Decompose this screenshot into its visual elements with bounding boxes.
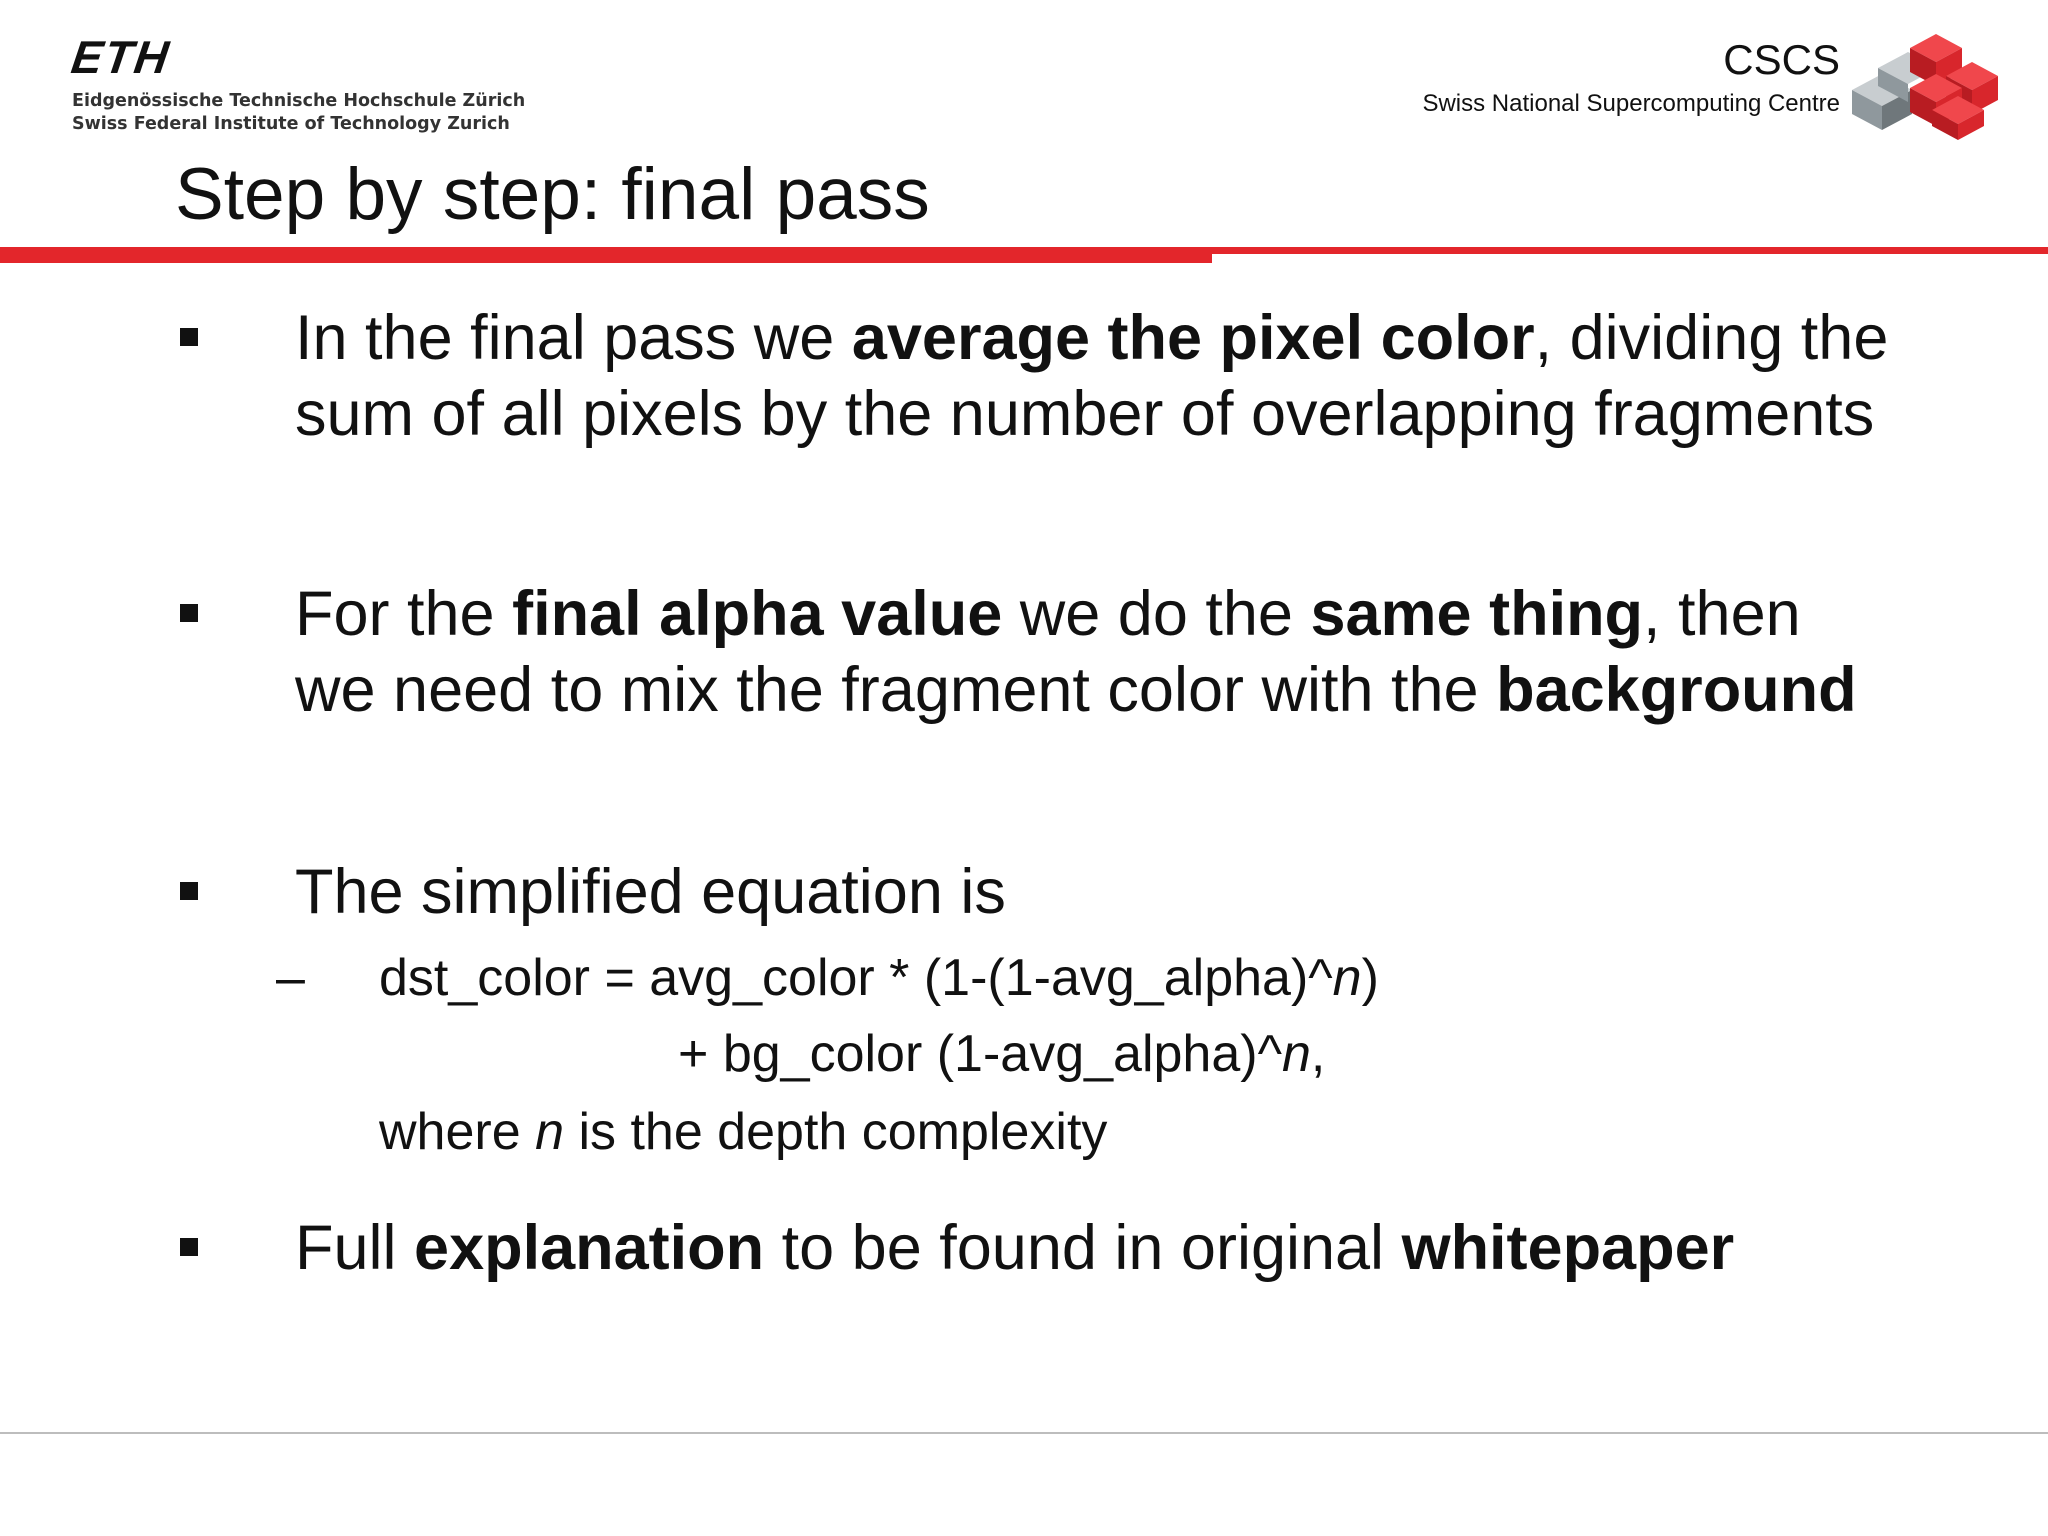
cscs-cubes-icon [1848, 30, 2004, 142]
equation-text: where [379, 1103, 536, 1161]
bullet-4-text: to be found in original [764, 1213, 1402, 1283]
bullet-marker [180, 604, 198, 622]
equation-text: is the depth complexity [564, 1103, 1108, 1161]
bullet-2-bold: same thing [1310, 579, 1644, 649]
bullet-4-bold: explanation [414, 1213, 765, 1283]
cscs-logo-text [1422, 36, 1840, 120]
equation-line-2 [678, 1016, 1325, 1092]
bullet-marker [180, 328, 198, 346]
bullet-4-text: Full [295, 1213, 415, 1283]
equation-variable: n [1332, 949, 1362, 1007]
equation-line-3 [379, 1094, 1107, 1170]
bullet-1-text: In the final pass we [295, 303, 852, 373]
title-rule-thick [0, 247, 1212, 263]
footer-divider [0, 1432, 2048, 1434]
eth-name-english: Swiss Federal Institute of Technology Zurich [72, 114, 510, 134]
equation-text: dst_color = avg_color * (1-(1-avg_alpha)^ [379, 949, 1333, 1007]
equation-text: , [1310, 1025, 1326, 1083]
bullet-marker [180, 882, 198, 900]
bullet-2 [295, 576, 1895, 728]
title-rule-thin [1212, 247, 2048, 254]
sub-bullet-dash: – [276, 949, 305, 1007]
equation-text: ) [1361, 949, 1379, 1007]
bullet-2-bold: final alpha value [512, 579, 1003, 649]
equation-variable: n [1282, 1025, 1311, 1083]
equation-text: + bg_color (1-avg_alpha)^ [678, 1025, 1282, 1083]
eth-logo-wordmark: ETH [68, 31, 174, 83]
bullet-2-bold: background [1496, 655, 1857, 725]
bullet-1-bold: average the pixel color [851, 303, 1535, 373]
bullet-2-text: , then we need to mix the fragment color with the [295, 579, 1801, 725]
bullet-1 [295, 300, 1895, 452]
bullet-4-bold: whitepaper [1401, 1213, 1735, 1283]
eth-name-german: Eidgenössische Technische Hochschule Zürich [72, 91, 526, 111]
bullet-3-text: The simplified equation is [295, 857, 1006, 927]
bullet-4 [295, 1210, 1895, 1286]
bullet-2-text: For the [295, 579, 513, 649]
cscs-subtitle: Swiss National Supercomputing Centre [1422, 90, 1840, 117]
bullet-2-text: we do the [1002, 579, 1311, 649]
bullet-3 [295, 854, 1895, 930]
equation-line-1 [379, 940, 1379, 1016]
cscs-name: CSCS [1723, 36, 1840, 83]
bullet-marker [180, 1238, 198, 1256]
equation-variable: n [535, 1103, 564, 1161]
slide-title: Step by step: final pass [175, 154, 930, 235]
eth-logo [68, 31, 526, 136]
bullet-1-text: , dividing the sum of all pixels by the number of overlapping fragments [295, 303, 1889, 449]
